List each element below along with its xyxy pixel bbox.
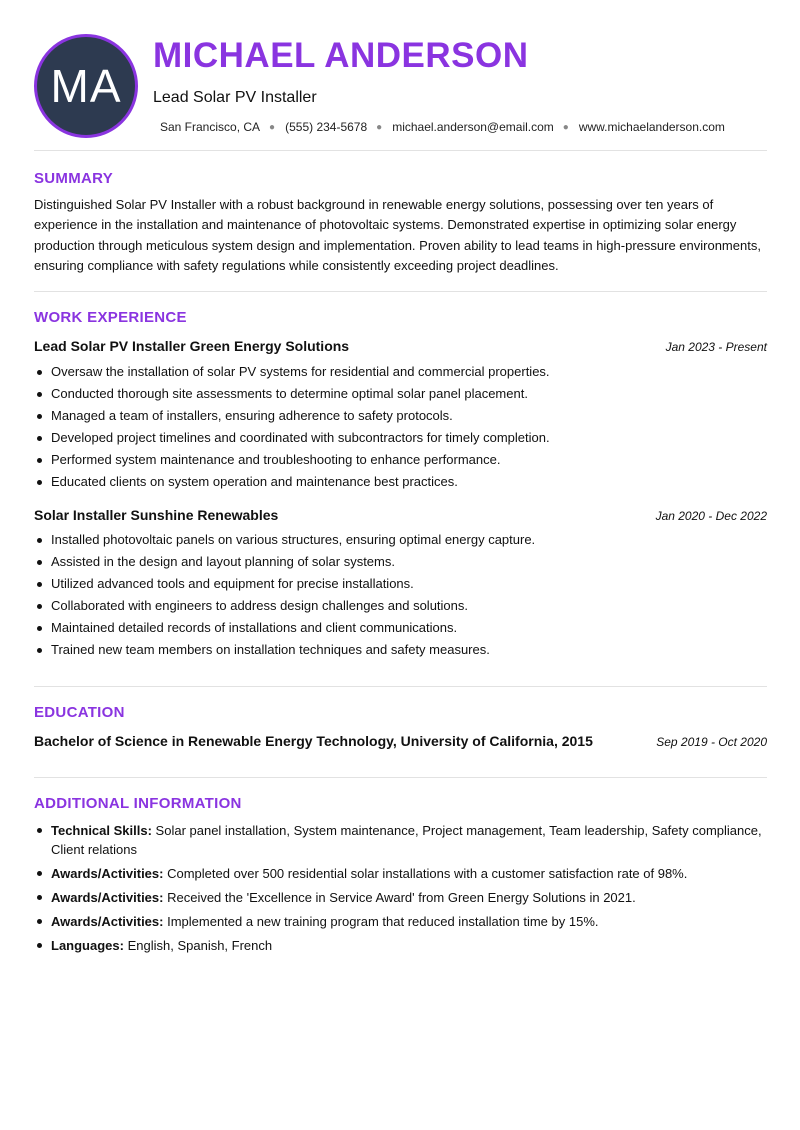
divider [34, 777, 767, 778]
job-bullets [34, 361, 767, 493]
list-item: Collaborated with engineers to address design challenges and solutions. [34, 595, 767, 617]
list-item [34, 821, 767, 859]
list-item [34, 936, 767, 955]
list-item: Utilized advanced tools and equipment for precise installations. [34, 573, 767, 595]
info-text: Completed over 500 residential solar installations with a customer satisfaction rate of 98%. [167, 866, 688, 881]
job-role: Solar Installer Sunshine Renewables [34, 507, 279, 523]
divider [34, 150, 767, 151]
list-item [34, 888, 767, 907]
list-item: Educated clients on system operation and maintenance best practices. [34, 471, 767, 493]
divider [34, 291, 767, 292]
info-text: English, Spanish, French [127, 938, 273, 953]
list-item: Trained new team members on installation techniques and safety measures. [34, 639, 767, 661]
info-text: Received the 'Excellence in Service Award' from Green Energy Solutions in 2021. [167, 890, 636, 905]
divider [34, 686, 767, 687]
info-label: Awards/Activities: [51, 890, 164, 905]
info-text: Solar panel installation, System maintenance, Project management, Team leadership, Safety compliance, Client relations [51, 823, 762, 857]
job-bullets [34, 529, 767, 661]
avatar [34, 34, 138, 138]
summary-text: Distinguished Solar PV Installer with a robust background in renewable energy solutions, possessing over ten years of experience in the installation and maintenance of photovoltaic systems. Demonstrated expertise in optimizing solar energy production through meticulous system design and implementation. Proven ability to lead teams in high-pressure environments, ensuring compliance with safety regulations while consistently exceeding project deadlines. [34, 197, 761, 273]
job-header [34, 338, 767, 354]
info-label: Languages: [51, 938, 124, 953]
list-item: Managed a team of installers, ensuring adherence to safety protocols. [34, 405, 767, 427]
education-dates: Sep 2019 - Oct 2020 [656, 735, 767, 749]
candidate-title: Lead Solar PV Installer [153, 89, 317, 106]
job-role: Lead Solar PV Installer Green Energy Solutions [34, 338, 350, 354]
list-item: Assisted in the design and layout planning of solar systems. [34, 551, 767, 573]
job-dates: Jan 2023 - Present [665, 340, 767, 354]
additional-info-list [34, 821, 767, 960]
info-label: Awards/Activities: [51, 914, 164, 929]
info-text: Implemented a new training program that reduced installation time by 15%. [167, 914, 599, 929]
contact-website: www.michaelanderson.com [578, 120, 725, 134]
avatar-initials: MA [50, 60, 122, 112]
list-item [34, 912, 767, 931]
contact-email: michael.anderson@email.com [392, 120, 554, 134]
list-item: Conducted thorough site assessments to determine optimal solar panel placement. [34, 383, 767, 405]
work-experience-heading: WORK EXPERIENCE [34, 309, 187, 326]
list-item: Performed system maintenance and troubleshooting to enhance performance. [34, 449, 767, 471]
education-degree: Bachelor of Science in Renewable Energy Technology, University of California, 2015 [34, 733, 593, 749]
contact-location: San Francisco, CA [160, 120, 261, 134]
contact-phone: (555) 234-5678 [285, 120, 368, 134]
list-item: Oversaw the installation of solar PV systems for residential and commercial properties. [34, 361, 767, 383]
list-item: Developed project timelines and coordinated with subcontractors for timely completion. [34, 427, 767, 449]
education-heading: EDUCATION [34, 704, 125, 721]
separator-dot-icon: ● [562, 121, 569, 133]
candidate-name: MICHAEL ANDERSON [153, 36, 529, 75]
list-item: Maintained detailed records of installations and client communications. [34, 617, 767, 639]
job-header [34, 507, 767, 523]
separator-dot-icon: ● [269, 121, 276, 133]
summary-heading: SUMMARY [34, 170, 114, 187]
list-item: Installed photovoltaic panels on various structures, ensuring optimal energy capture. [34, 529, 767, 551]
job-dates: Jan 2020 - Dec 2022 [655, 509, 767, 523]
list-item [34, 864, 767, 883]
contact-bar [160, 120, 725, 134]
additional-information-heading: ADDITIONAL INFORMATION [34, 795, 242, 812]
education-entry [34, 733, 767, 749]
info-label: Awards/Activities: [51, 866, 164, 881]
info-label: Technical Skills: [51, 823, 152, 838]
separator-dot-icon: ● [376, 121, 383, 133]
